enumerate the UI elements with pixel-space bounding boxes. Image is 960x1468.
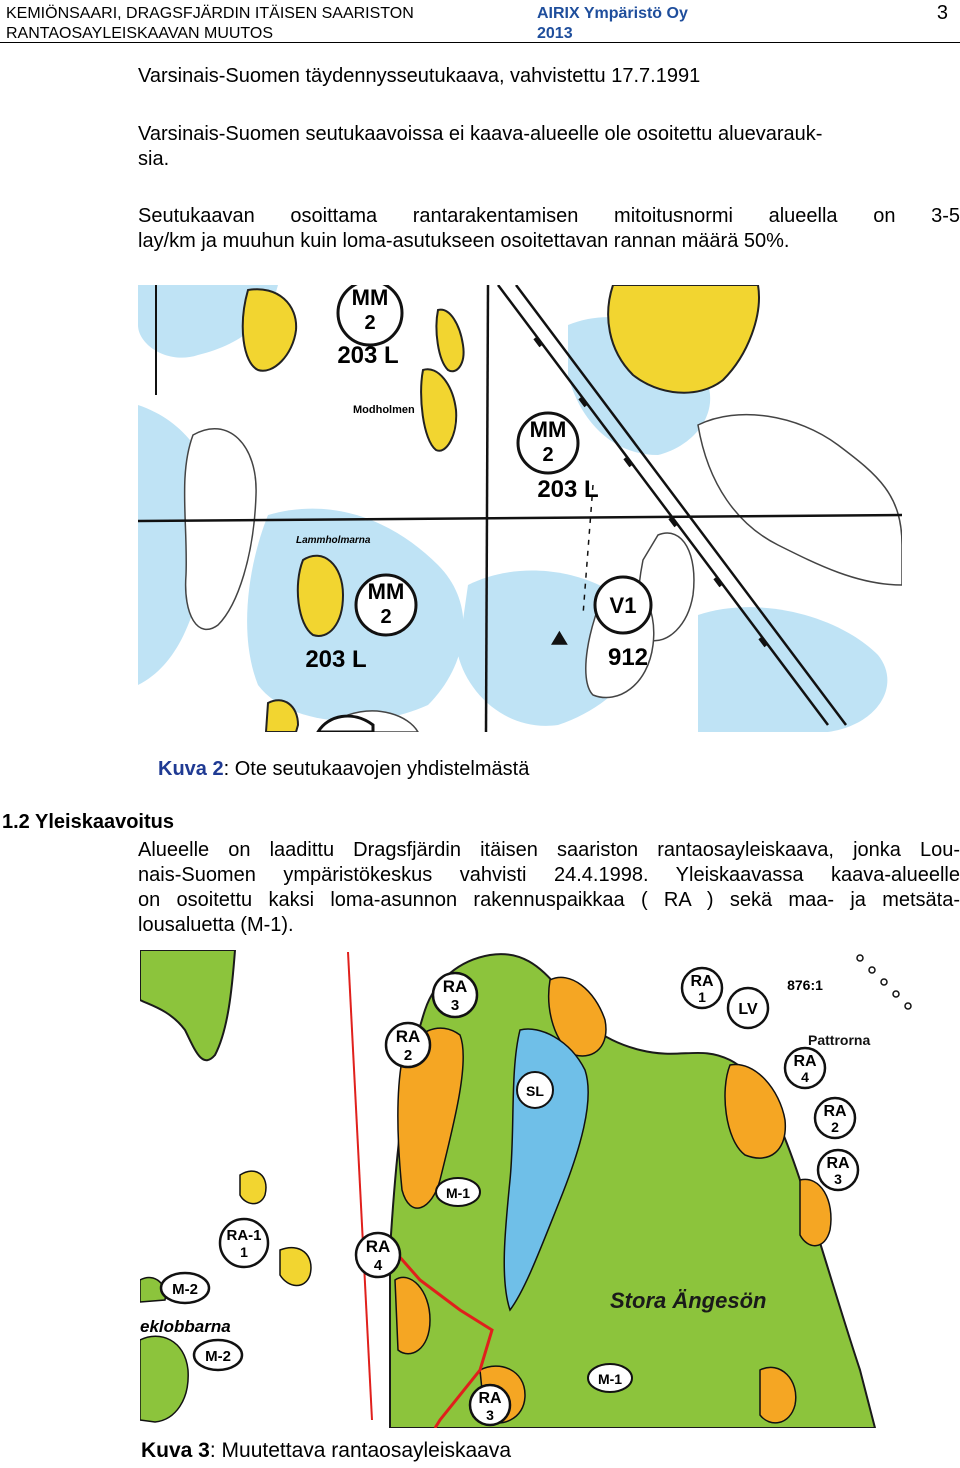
place-label-stora-angeson: Stora Ängesön	[610, 1288, 767, 1313]
svg-text:3: 3	[834, 1171, 842, 1187]
ra-symbol	[818, 1150, 858, 1190]
regional-plan-heading: Varsinais-Suomen täydennysseutukaava, vahvistettu 17.7.1991	[138, 65, 701, 87]
svg-text:V1: V1	[609, 593, 637, 618]
mm-symbol-north	[337, 285, 402, 369]
header-left	[6, 4, 414, 44]
svg-text:M-1: M-1	[597, 1371, 623, 1387]
header-company: AIRIX Ympäristö Oy	[537, 5, 688, 22]
paragraph-line: nais-Suomen ympäristökeskus vahvisti 24.4.1998. Yleiskaavassa kaava-alueelle	[138, 864, 960, 886]
general-plan-heading: 1.2 Yleiskaavoitus	[2, 811, 174, 833]
paragraph-line: sia.	[138, 148, 170, 170]
svg-text:1: 1	[698, 989, 706, 1005]
header-year: 2013	[537, 25, 573, 42]
paragraph-line: on osoitettu kaksi loma-asunnon rakennuspaikkaa ( RA ) sekä maa- ja metsäta-	[138, 889, 960, 911]
m2-symbol	[194, 1340, 242, 1370]
svg-text:2: 2	[542, 444, 554, 466]
paragraph-line: Varsinais-Suomen seutukaavoissa ei kaava-alueelle ole osoitettu aluevarauk-	[138, 123, 823, 145]
svg-text:203 L: 203 L	[305, 646, 367, 673]
svg-text:M-2: M-2	[172, 1281, 198, 1298]
ra-symbol	[815, 1098, 855, 1138]
svg-text:2: 2	[831, 1119, 839, 1135]
svg-text:203 L: 203 L	[537, 476, 599, 503]
svg-text:4: 4	[801, 1069, 809, 1085]
page-number: 3	[936, 2, 948, 24]
place-label-modholmen: Modholmen	[353, 404, 415, 416]
figure-2-caption	[158, 757, 529, 781]
place-label-pattrorna: Pattrorna	[808, 1032, 871, 1048]
m1-symbol	[436, 1178, 480, 1206]
header-project-subtitle: RANTAOSAYLEISKAAVAN MUUTOS	[6, 25, 274, 42]
ra-symbol	[433, 973, 477, 1017]
caption-text: : Ote seutukaavojen yhdistelmästä	[223, 758, 530, 780]
shore-plan-map-graphic	[140, 950, 918, 1428]
shore-plan-map	[140, 950, 918, 1428]
caption-text: : Muutettava rantaosayleiskaava	[209, 1439, 512, 1462]
regional-plan-map-graphic	[138, 285, 902, 732]
svg-text:SL: SL	[526, 1083, 544, 1099]
sl-symbol	[517, 1072, 553, 1108]
svg-text:3: 3	[486, 1407, 494, 1423]
svg-text:1: 1	[240, 1244, 248, 1260]
paragraph-line: Alueelle on laadittu Dragsfjärdin itäisen saariston rantaosayleiskaava, jonka Lou-	[138, 839, 960, 861]
m1-symbol	[588, 1364, 632, 1392]
svg-text:RA: RA	[826, 1155, 850, 1172]
ra-symbol	[785, 1048, 825, 1088]
svg-text:2: 2	[364, 312, 376, 334]
paragraph-line: Seutukaavan osoittama rantarakentamisen mitoitusnormi alueella on 3-5	[138, 205, 960, 227]
paragraph-line: lay/km ja muuhun kuin loma-asutukseen osoitettavan rannan määrä 50%.	[138, 230, 790, 252]
ra-symbol	[470, 1385, 510, 1425]
svg-text:MM: MM	[367, 579, 405, 604]
svg-text:RA: RA	[442, 977, 468, 996]
svg-text:LV: LV	[738, 1001, 758, 1018]
svg-text:RA: RA	[365, 1237, 391, 1256]
ra-symbol	[386, 1023, 430, 1067]
svg-text:3: 3	[450, 997, 460, 1014]
caption-label: Kuva 2	[158, 758, 224, 780]
header-rule	[0, 42, 960, 43]
m2-symbol	[161, 1273, 209, 1303]
svg-text:RA: RA	[823, 1103, 847, 1120]
ra-1-symbol	[220, 1219, 268, 1267]
svg-text:876:1: 876:1	[787, 977, 823, 993]
caption-label: Kuva 3	[141, 1439, 210, 1462]
header-project-title: KEMIÖNSAARI, DRAGSFJÄRDIN ITÄISEN SAARISTON	[6, 5, 414, 22]
svg-text:203 L: 203 L	[337, 342, 399, 369]
regional-plan-paragraph-1	[138, 122, 960, 172]
svg-text:4: 4	[373, 1257, 383, 1274]
svg-text:2: 2	[403, 1047, 413, 1064]
svg-text:RA: RA	[690, 973, 714, 990]
general-plan-paragraph	[138, 838, 960, 938]
svg-text:RA: RA	[478, 1390, 502, 1407]
regional-plan-paragraph-2	[138, 204, 960, 254]
svg-text:MM: MM	[529, 417, 567, 442]
paragraph-line: lousaluetta (M-1).	[138, 914, 294, 936]
ra-symbol	[682, 968, 722, 1008]
svg-text:RA-1: RA-1	[226, 1227, 262, 1244]
svg-text:RA: RA	[395, 1027, 421, 1046]
place-label-klobbarna: eklobbarna	[140, 1317, 231, 1336]
regional-plan-map	[138, 285, 902, 732]
svg-text:M-2: M-2	[205, 1348, 231, 1365]
svg-text:2: 2	[380, 606, 392, 628]
svg-text:RA: RA	[793, 1053, 817, 1070]
svg-text:M-1: M-1	[445, 1185, 471, 1201]
figure-3-caption	[141, 1439, 511, 1463]
place-label-lammholmarna: Lammholmarna	[296, 535, 371, 546]
svg-text:912: 912	[607, 644, 649, 671]
header-center	[537, 4, 688, 44]
ra-symbol	[356, 1233, 400, 1277]
svg-text:MM: MM	[351, 285, 389, 310]
